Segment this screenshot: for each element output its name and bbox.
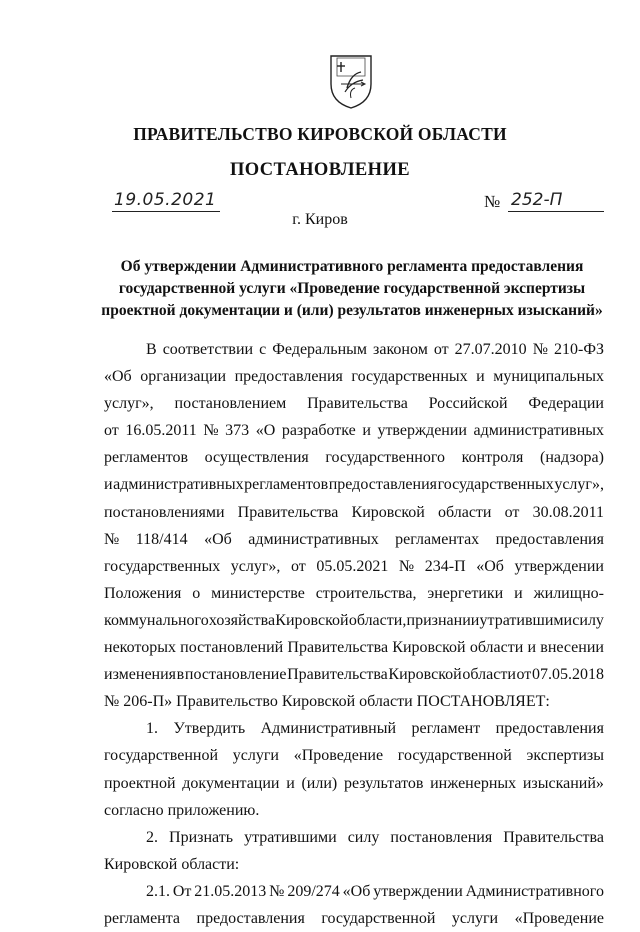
document-body (104, 336, 604, 932)
body-word: «Об (476, 557, 504, 575)
body-line (104, 824, 604, 851)
body-word: результатов (343, 774, 424, 792)
body-word: регламентах (395, 530, 480, 548)
body-word: утверждении (514, 557, 604, 575)
body-word: и (514, 584, 523, 602)
body-word: проектной (104, 774, 176, 792)
body-line (104, 770, 604, 797)
body-line: Кировской области: (104, 855, 240, 873)
body-word: изысканий» (522, 774, 604, 792)
subject-line: проектной документации и (или) результатов инженерных изысканий» (101, 302, 603, 319)
body-line (104, 417, 604, 444)
body-line (104, 661, 604, 688)
body-line (104, 878, 604, 905)
body-word: государственной (321, 909, 436, 927)
body-word: постановление (184, 666, 287, 684)
body-word: энергетики (427, 584, 504, 602)
body-word: постановления (390, 828, 493, 846)
body-word: № (398, 557, 415, 575)
body-word: 2.1. (146, 882, 170, 900)
body-word: утратившими (479, 611, 573, 629)
body-word: от (504, 503, 520, 521)
body-word: от (104, 422, 119, 440)
body-word: Федеральным (272, 341, 368, 358)
body-word: Правительства (503, 828, 604, 846)
body-line (104, 580, 604, 607)
body-word: услуг», (104, 395, 154, 413)
body-word: «Проведение (293, 747, 384, 765)
body-word: и (476, 368, 485, 386)
body-line (104, 336, 604, 363)
body-word: «О (255, 422, 276, 440)
body-word: Кировской (351, 503, 425, 521)
body-word: коммунального (104, 611, 209, 629)
body-word: предоставления (234, 368, 343, 386)
body-word: разработке (281, 422, 356, 440)
body-word: государственного (325, 449, 445, 467)
body-word: муниципальных (493, 368, 604, 386)
body-line (104, 607, 604, 634)
body-word: От (172, 882, 192, 900)
number-sign: № (484, 192, 501, 211)
body-word: признании (406, 611, 480, 629)
body-word: 234-П (424, 557, 466, 575)
subject-line: Об утверждении Административного регламента предоставления (120, 258, 584, 275)
body-word: услуги (232, 747, 279, 765)
body-word: услуги (451, 909, 499, 927)
document-type-title: ПОСТАНОВЛЕНИЕ (229, 160, 410, 180)
body-word: силу (347, 828, 380, 846)
body-word: 16.05.2011 (125, 422, 197, 440)
body-word: 05.05.2021 (316, 557, 389, 575)
body-word: от (516, 666, 532, 684)
body-word: государственных (104, 557, 221, 575)
body-word: строительства, (315, 584, 417, 602)
body-word: Правительства (287, 666, 388, 684)
body-line (104, 742, 604, 769)
city-label: г. Киров (292, 211, 348, 228)
body-word: области (438, 503, 492, 521)
body-line (104, 390, 604, 417)
government-title: ПРАВИТЕЛЬСТВО КИРОВСКОЙ ОБЛАСТИ (133, 124, 507, 144)
body-line: согласно приложению. (104, 801, 260, 819)
body-word: и (527, 639, 537, 657)
body-word: Утвердить (173, 720, 246, 738)
body-line (104, 553, 604, 580)
body-word: Административного (465, 882, 604, 900)
body-word: инженерных (430, 774, 517, 792)
body-word: области (462, 666, 516, 684)
body-word: Кировской (392, 639, 466, 657)
body-word: услуг», (554, 476, 604, 494)
body-word: жилищно- (533, 584, 604, 602)
body-line: № 206-П» Правительство Кировской области ПОСТАНОВЛЯЕТ: (104, 693, 550, 711)
body-word: утверждении (377, 422, 467, 440)
body-word: (надзора) (539, 449, 604, 467)
body-word: контроля (461, 449, 524, 467)
body-word: Административный (260, 720, 397, 738)
body-word: услуг», (230, 557, 281, 575)
body-word: утратившими (244, 828, 337, 846)
body-word: некоторых (104, 639, 176, 657)
body-word: Кировской (388, 666, 462, 684)
subject-line: государственной услуги «Проведение государственной экспертизы (118, 280, 586, 297)
body-word: регламентов (244, 476, 329, 494)
body-word: регламентов (104, 449, 189, 467)
handwritten-date: 19.05.2021 (114, 190, 217, 210)
document-subject (100, 256, 604, 322)
body-word: Признать (169, 828, 234, 846)
body-word: утверждении (373, 882, 463, 900)
body-word: с (259, 341, 267, 358)
body-word: предоставления (196, 909, 305, 927)
body-word: государственных (351, 368, 468, 386)
body-word: 373 (225, 422, 250, 440)
body-word: от (433, 341, 449, 358)
body-word: Положения (104, 584, 182, 602)
body-word: о (192, 584, 201, 602)
body-word: от (291, 557, 306, 575)
body-word: предоставления (328, 476, 438, 494)
body-word: и (362, 422, 371, 440)
body-word: 27.07.2010 (454, 341, 527, 358)
body-word: 21.05.2013 (194, 882, 267, 900)
body-word: постановлениями (104, 503, 225, 521)
body-line (104, 499, 604, 526)
body-word: (или) (301, 774, 338, 792)
body-word: осуществления (204, 449, 309, 467)
body-word: и (286, 774, 295, 792)
body-word: Правительства (307, 395, 408, 413)
body-line (104, 363, 604, 390)
body-word: в (176, 666, 185, 684)
body-word: соответствии (162, 341, 254, 358)
body-word: предоставления (495, 720, 604, 738)
body-word: государственной (104, 747, 219, 765)
body-word: 118/414 (135, 530, 188, 548)
body-word: № (104, 530, 120, 548)
body-word: «Об (104, 368, 132, 386)
body-word: регламент (411, 720, 481, 738)
body-word: организации (140, 368, 227, 386)
body-word: изменения (104, 666, 177, 684)
body-word: и (104, 476, 113, 494)
body-word: министерстве (211, 584, 305, 602)
body-word: административных (473, 422, 604, 440)
body-line (104, 444, 604, 471)
body-word: хозяйства (208, 611, 276, 629)
body-word: экспертизы (526, 747, 604, 765)
body-word: регламента (104, 909, 181, 927)
body-word: внесении (540, 639, 604, 657)
body-word: силу (572, 611, 604, 629)
body-word: № (203, 422, 219, 440)
body-word: Кировской (275, 611, 349, 629)
body-word: Российской (428, 395, 508, 413)
body-word: государственных (437, 476, 554, 494)
body-word: постановлений (180, 639, 284, 657)
body-word: области, (348, 611, 407, 629)
body-word: административных (113, 476, 244, 494)
body-line (104, 526, 604, 553)
body-word: № (269, 882, 285, 900)
body-word: «Об (342, 882, 371, 900)
body-word: Федерации (528, 395, 604, 413)
body-word: государственной (397, 747, 512, 765)
body-word: «Проведение (514, 909, 604, 927)
body-word: постановлением (174, 395, 287, 413)
coat-of-arms-emblem (327, 54, 375, 110)
body-line (104, 634, 604, 661)
body-word: Правительства (237, 503, 339, 521)
body-word: 210-ФЗ (553, 341, 604, 358)
body-line (104, 905, 604, 932)
body-word: 2. (146, 828, 158, 846)
body-word: В (146, 341, 157, 358)
body-word: документации (182, 774, 280, 792)
body-word: предоставления (495, 530, 604, 548)
body-word: 07.05.2018 (531, 666, 604, 684)
body-word: «Об (204, 530, 232, 548)
body-word: области (469, 639, 524, 657)
body-word: законом (373, 341, 428, 358)
body-word: Правительства (287, 639, 389, 657)
body-word: № (532, 341, 548, 358)
body-word: административных (248, 530, 379, 548)
body-line (104, 471, 604, 498)
body-line (104, 715, 604, 742)
body-word: 209/274 (287, 882, 340, 900)
body-word: 30.08.2011 (532, 503, 604, 521)
body-word: 1. (146, 720, 158, 738)
handwritten-number: 252-П (511, 190, 563, 210)
